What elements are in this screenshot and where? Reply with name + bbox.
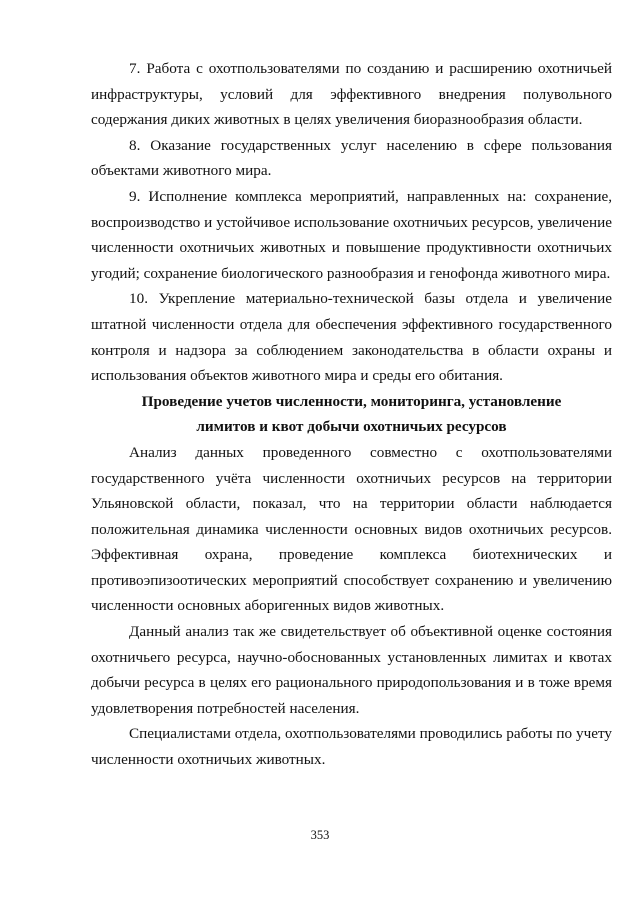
paragraph-item-10: 10. Укрепление материально-технической базы отдела и увеличение штатной численности отдела для обеспечения эффективного государственного контроля и надзора за соблюдением законодательства в области охраны и использования объектов животного мира и среды его обитания. (91, 290, 612, 385)
paragraph-item-8: 8. Оказание государственных услуг населению в сфере пользования объектами животного мира. (91, 136, 612, 180)
paragraph-analysis: Анализ данных проведенного совместно с охотпользователями государственного учёта численности охотничьих ресурсов на территории Ульяновской области, показал, что на территории области наблюдается положительная динамика численности основных видов охотничьих ресурсов. Эффективная охрана, проведение комплекса биотехнических и противоэпизоотических мероприятий способствует сохранению и увеличению численности основных аборигенных видов животных. (91, 443, 612, 615)
section-heading: Проведение учетов численности, мониторинга, установление лимитов и квот добычи охотничьих ресурсов (141, 392, 562, 436)
paragraph-assessment: Данный анализ так же свидетельствует об объективной оценке состояния охотничьего ресурса, научно-обоснованных установленных лимитах и квотах добычи ресурса в целях его рационального природопользования и в тоже время удовлетворения потребностей населения. (91, 623, 612, 717)
paragraph-survey-work: Специалистами отдела, охотпользователями проводились работы по учету численности охотничьих животных. (91, 725, 612, 769)
paragraph-item-7: 7. Работа с охотпользователями по созданию и расширению охотничьей инфраструктуры, условий для эффективного внедрения полувольного содержания диких животных в целях увеличения биоразнообразия области. (91, 60, 612, 129)
paragraph-item-9: 9. Исполнение комплекса мероприятий, направленных на: сохранение, воспроизводство и устойчивое использование охотничьих ресурсов, увеличение численности охотничьих животных и повышение продуктивности охотничьих угодий; сохранение биологического разнообразия и генофонда животного мира. (91, 187, 612, 282)
document-page (91, 56, 612, 773)
page-number: 353 (310, 828, 330, 842)
